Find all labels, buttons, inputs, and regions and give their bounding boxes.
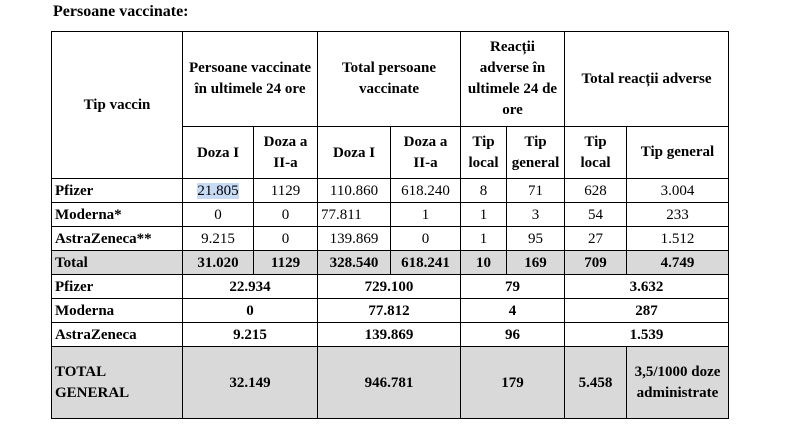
cell-vaccinated-24: 22.934 [183,275,318,299]
cell-doza1-total: 328.540 [318,251,391,275]
cell-doza1-total: 77.811 [318,203,391,227]
cell-local-24: 1 [461,203,507,227]
cell-local-total: 54 [565,203,627,227]
cell-local-24: 8 [461,179,507,203]
cell-doza2-total: 0 [391,227,461,251]
cell-doza1-24: 31.020 [183,251,254,275]
cell-reactions-total: 3.632 [565,275,729,299]
cell-vaccinated-total: 77.812 [318,299,461,323]
cell-reactions-local: 5.458 [565,347,627,419]
cell-doza2-total: 618.241 [391,251,461,275]
table-caption: Persoane vaccinate: [53,3,189,20]
cell-doza1-24: 0 [183,203,254,227]
cell-doza2-24: 1129 [254,179,318,203]
vaccination-table [51,31,729,419]
cell-local-24: 10 [461,251,507,275]
header-last-24h: Persoane vaccinate în ultimele 24 ore [183,32,318,127]
cell-local-24: 1 [461,227,507,251]
cell-reactions-24: 179 [461,347,565,419]
row-name: AstraZeneca [52,323,183,347]
cell-local-total: 709 [565,251,627,275]
cell-general-total: 1.512 [627,227,729,251]
header-doza2-24: Doza a II-a [254,127,318,179]
cell-vaccinated-24: 32.149 [183,347,318,419]
header-doza1-total: Doza I [318,127,391,179]
header-tip-vaccin: Tip vaccin [52,32,183,179]
cell-general-24: 71 [507,179,565,203]
cell-reactions-total: 1.539 [565,323,729,347]
cell-reactions-total: 287 [565,299,729,323]
cell-doza1-24[interactable] [183,179,254,203]
summary-row-moderna [52,299,729,323]
header-doza1-24: Doza I [183,127,254,179]
header-local-total: Tip local [565,127,627,179]
cell-reactions-24: 96 [461,323,565,347]
header-row-1 [52,32,729,127]
cell-reactions-24: 79 [461,275,565,299]
cell-doza2-24: 1129 [254,251,318,275]
cell-doza2-total: 1 [391,203,461,227]
table-row-moderna [52,203,729,227]
cell-general-total: 233 [627,203,729,227]
cell-doza2-24: 0 [254,227,318,251]
cell-vaccinated-24: 0 [183,299,318,323]
cell-general-total: 4.749 [627,251,729,275]
cell-vaccinated-total: 139.869 [318,323,461,347]
cell-general-24: 95 [507,227,565,251]
header-local-24: Tip local [461,127,507,179]
header-general-24: Tip general [507,127,565,179]
row-name: Pfizer [52,275,183,299]
selected-text[interactable]: 21.805 [197,182,239,199]
summary-row-astrazeneca [52,323,729,347]
header-general-total: Tip general [627,127,729,179]
cell-vaccinated-total: 729.100 [318,275,461,299]
grand-total-row [52,347,729,419]
cell-doza1-total: 139.869 [318,227,391,251]
row-name: Moderna [52,299,183,323]
cell-reactions-24: 4 [461,299,565,323]
table-row-pfizer [52,179,729,203]
cell-doza2-24: 0 [254,203,318,227]
header-doza2-total: Doza a II-a [391,127,461,179]
cell-doza1-total: 110.860 [318,179,391,203]
cell-doza2-total: 618.240 [391,179,461,203]
row-name: AstraZeneca** [52,227,183,251]
cell-general-24: 169 [507,251,565,275]
cell-general-total: 3.004 [627,179,729,203]
row-name: TOTAL GENERAL [52,347,183,419]
cell-vaccinated-total: 946.781 [318,347,461,419]
row-name: Moderna* [52,203,183,227]
header-total-vaccinated: Total persoane vaccinate [318,32,461,127]
row-name: Total [52,251,183,275]
table-row-astrazeneca [52,227,729,251]
cell-local-total: 628 [565,179,627,203]
row-name: Pfizer [52,179,183,203]
cell-doza1-24: 9.215 [183,227,254,251]
cell-general-24: 3 [507,203,565,227]
table-row-total [52,251,729,275]
header-total-reactions: Total reacții adverse [565,32,729,127]
header-reactions-24h: Reacții adverse în ultimele 24 de ore [461,32,565,127]
cell-local-total: 27 [565,227,627,251]
summary-row-pfizer [52,275,729,299]
cell-reactions-ratio: 3,5/1000 doze administrate [627,347,729,419]
cell-vaccinated-24: 9.215 [183,323,318,347]
